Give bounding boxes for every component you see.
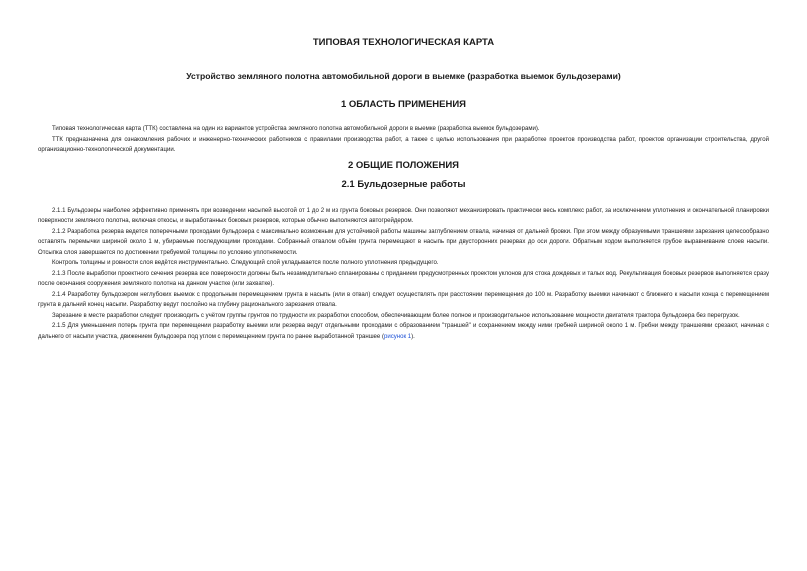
figure-1-link[interactable]: рисунок 1 [383, 333, 412, 340]
paragraph: 2.1.2 Разработка резерва ведется поперечными проходами бульдозера с максимально возможным для устойчивой работы машины заглублением отвала, начиная от дальней бровки. При этом между образуемыми траншеями зарезания целесообразно оставлять перемычки шириной около 1 м, убираемые последующими проходами. Собранный отвалом объём грунта перемещают в насыпь при двусторонних резервах до оси дороги. Обратным ходом выполняется грубое выравнивание слоев насыпи. Отсыпка слоя завершается по достижении требуемой толщины по условию уплотняемости. [38, 228, 769, 256]
paragraph-text: 2.1.5 Для уменьшения потерь грунта при перемещении разработку выемки или резерва ведут отдельными проходами с образованием "траншей" и сохранением между ними гребней шириной около 1 м. Гребни между траншеями срезают, начиная с дальнего от насыпи участка, движением бульдозера под углом с перемещением грунта по ранее выработанной траншее ( [38, 323, 769, 340]
paragraph: 2.1.4 Разработку бульдозером неглубоких выемок с продольным перемещением грунта в насыпь (или в отвал) следует осуществлять при расстоянии перемещения до 100 м. Разработку выемки начинают с ближнего к насыпи конца с перемещением грунта в дальний конец насыпи. Разработку ведут послойно на глубину рационального зарезания отвала. [38, 291, 769, 308]
paragraph: 2.1.1 Бульдозеры наиболее эффективно применять при возведении насыпей высотой от 1 до 2 м из грунта боковых резервов. Они позволяют механизировать практически весь комплекс работ, за исключением уплотнения и окончательной планировки поверхности земляного полотна, включая откосы, и выработанных боковых резервов, которые обычно выполняются автогрейдером. [38, 207, 769, 224]
paragraph-text: ). [411, 333, 415, 340]
subsection-2-1-heading: 2.1 Бульдозерные работы [341, 178, 466, 190]
paragraph-with-link [38, 321, 769, 342]
section-2-body [38, 190, 769, 343]
section-1-heading: 1 ОБЛАСТЬ ПРИМЕНЕНИЯ [340, 99, 467, 110]
section-2-heading: 2 ОБЩИЕ ПОЛОЖЕНИЯ [348, 159, 459, 171]
paragraph: 2.1.3 После выработки проектного сечения резерва все поверхности должны быть незамедлительно спланированы с приданием предусмотренных проектом уклонов для стока дождевых и талых вод. Рекультивация боковых резервов выполняется сразу после окончания сооружения земляного полотна на данном участке (или захватке). [38, 270, 769, 287]
paragraph: Контроль толщины и ровности слоя ведётся инструментально. Следующий слой укладывается после полного уплотнения предыдущего. [52, 260, 439, 266]
document-title: ТИПОВАЯ ТЕХНОЛОГИЧЕСКАЯ КАРТА [312, 37, 495, 48]
paragraph: Типовая технологическая карта (ТТК) составлена на один из вариантов устройства земляного полотна автомобильной дороги в выемке (разработка выемок бульдозерами). [52, 126, 540, 132]
section-1-body [38, 110, 769, 156]
paragraph: Зарезание в месте разработки следует производить с учётом группы грунтов по трудности их разработки способом, обеспечивающим более полное и производительное использование мощности двигателя трактора бульдозера без перегрузок. [52, 312, 740, 319]
paragraph: ТТК предназначена для ознакомления рабочих и инженерно-технических работников с правилами производства работ, а также с целью использования при разработке проектов производства работ, проектов организации строительства, другой организационно-технологической документации. [38, 136, 769, 153]
document-subtitle: Устройство земляного полотна автомобильной дороги в выемке (разработка выемок бульдозерами) [186, 71, 621, 81]
